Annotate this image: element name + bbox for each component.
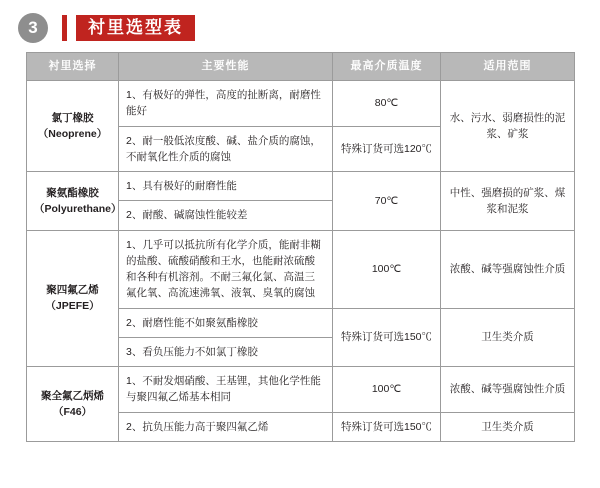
lining-name-line1: 聚氨酯橡胶: [46, 186, 99, 199]
table-header-row: [27, 53, 575, 81]
table-body: [27, 81, 575, 442]
lining-name-line1: 聚全氟乙炳烯: [41, 389, 104, 402]
table-head: [27, 53, 575, 81]
temperature-cell: 80℃: [333, 81, 441, 127]
performance-cell: 1、有极好的弹性，高度的扯断离，耐磨性能好: [119, 81, 333, 127]
title-accent-bar: [62, 15, 67, 41]
performance-cell: 1、几乎可以抵抗所有化学介质，能耐非糊的盐酸、硫酸硝酸和王水，也能耐浓硫酸和各种有机溶剂。不耐三氟化氯、高温三氟化氧、高流速沸氧、液氧、臭氧的腐蚀: [119, 230, 333, 308]
lining-name-line2: （JPEFE）: [45, 300, 100, 313]
lining-selection-table: [26, 52, 575, 442]
section-number-badge: 3: [18, 13, 48, 43]
page-title: 衬里选型表: [76, 15, 195, 41]
range-cell: 浓酸、碱等强腐蚀性介质: [441, 230, 575, 308]
range-cell: 卫生类介质: [441, 308, 575, 367]
temperature-cell: 特殊订货可选120℃: [333, 126, 441, 172]
temperature-cell: 特殊订货可选150℃: [333, 412, 441, 441]
range-cell: 卫生类介质: [441, 412, 575, 441]
lining-name-cell: [27, 81, 119, 172]
lining-name-line2: （F46）: [52, 406, 93, 419]
lining-name-line2: （Neoprene）: [37, 128, 108, 141]
performance-cell: 2、抗负压能力高于聚四氟乙烯: [119, 412, 333, 441]
range-cell: 中性、强磨损的矿浆、煤浆和泥浆: [441, 172, 575, 231]
temperature-cell: 100℃: [333, 230, 441, 308]
lining-name-cell: [27, 230, 119, 367]
performance-cell: 2、耐一般低浓度酸、碱、盐介质的腐蚀，不耐氧化性介质的腐蚀: [119, 126, 333, 172]
range-cell: 水、污水、弱磨损性的泥浆、矿浆: [441, 81, 575, 172]
performance-cell: 3、看负压能力不如氯丁橡胶: [119, 337, 333, 366]
temperature-cell: 特殊订货可选150℃: [333, 308, 441, 367]
header-lining-choice: 衬里选择: [27, 53, 119, 81]
table-row: [27, 81, 575, 127]
header-max-temperature: 最高介质温度: [333, 53, 441, 81]
table-row: [27, 172, 575, 201]
page-header: [0, 0, 600, 44]
lining-name-line2: （Polyurethane）: [34, 202, 122, 215]
header-main-performance: 主要性能: [119, 53, 333, 81]
lining-name-line1: 氯丁橡胶: [51, 111, 94, 124]
title-wrap: [62, 15, 195, 41]
header-application-range: 适用范围: [441, 53, 575, 81]
lining-name-line1: 聚四氟乙烯: [46, 284, 99, 297]
lining-name-cell: [27, 172, 122, 231]
range-cell: 浓酸、碱等强腐蚀性介质: [441, 367, 575, 413]
table-wrap: [0, 44, 600, 442]
performance-cell: 1、不耐发烟硝酸、王基锂，其他化学性能与聚四氟乙烯基本相同: [119, 367, 333, 413]
temperature-cell: 70℃: [333, 172, 441, 231]
table-row: [27, 367, 575, 413]
performance-cell: 2、耐酸、碱腐蚀性能较差: [119, 201, 333, 230]
lining-name-cell: [27, 367, 119, 442]
table-row: [27, 230, 575, 308]
temperature-cell: 100℃: [333, 367, 441, 413]
performance-cell: 2、耐磨性能不如聚氨酯橡胶: [119, 308, 333, 337]
performance-cell: 1、具有极好的耐磨性能: [119, 172, 333, 201]
